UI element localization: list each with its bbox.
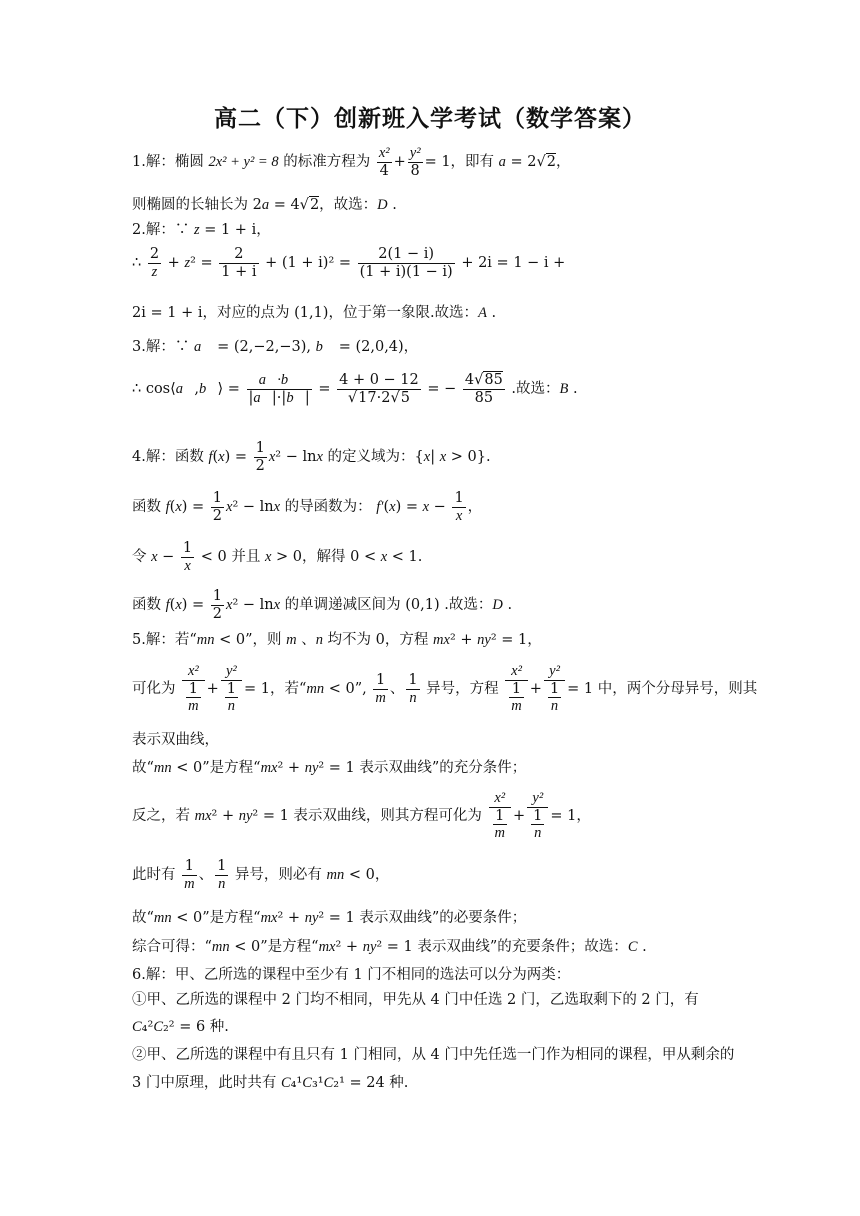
answer-line-16: 反之，若 mx² + ny² = 1 表示双曲线，则其方程可化为 $\frac{\text{x²}}{\frac{1}{m}}$ + $\frac{\text{y²}}{\frac{1}{n}}$ = 1， <box>132 790 591 842</box>
answer-line-10: 令 x − $\frac{1}{x}$ < 0 并且 x > 0，解得 0 < x < 1. <box>132 540 423 574</box>
answer-line-13: 可化为 $\frac{\text{x²}}{\frac{1}{m}}$ + $\frac{\text{y²}}{\frac{1}{n}}$ = 1，若“mn < 0”, $\frac{1}{m}$ 、 $\frac{1}{n}$ 异号，方程 $\frac{\text{x²}}{\frac{1}{m}}$ + $\frac{\text{y²}}{\frac{1}{n}}$ = 1 中，两个分母异号，则其 <box>132 663 758 715</box>
answer-line-22: C₄²C₂² = 6 种. <box>132 1019 229 1035</box>
page-title: 高二（下）创新班入学考试（数学答案） <box>214 106 646 132</box>
answer-line-9: 函数 f(x) = $\frac{1}{2}$ x² − lnx 的导函数为： f′(x) = x − $\frac{1}{x}$ ， <box>132 490 483 524</box>
answer-line-12: 5.解：若“mn < 0”，则 m 、n 均不为 0，方程 mx² + ny² = 1， <box>132 632 542 648</box>
answer-line-11: 函数 f(x) = $\frac{1}{2}$ x² − lnx 的单调递减区间为 (0,1) .故选：D . <box>132 588 513 622</box>
answer-line-21: ①甲、乙所选的课程中 2 门均不相同，甲先从 4 门中任选 2 门，乙选取剩下的 2 门，有 <box>132 992 699 1008</box>
answer-line-18: 故“mn < 0”是方程“mx² + ny² = 1 表示双曲线”的必要条件； <box>132 910 527 926</box>
answer-line-3: 2.解：∵ z = 1 + i， <box>132 222 271 238</box>
answer-line-6: 3.解：∵ a⃗ = (2,−2,−3), b⃗ = (2,0,4)， <box>132 339 419 355</box>
answer-line-14: 表示双曲线， <box>132 732 219 748</box>
answer-line-1: 1.解：椭圆 2x² + y² = 8 的标准方程为 $\frac{\text{x²}}{4}$ + $\frac{\text{y²}}{8}$ = 1，即有 a = 2√2， <box>132 145 571 179</box>
answer-line-15: 故“mn < 0”是方程“mx² + ny² = 1 表示双曲线”的充分条件； <box>132 760 527 776</box>
answer-line-2: 则椭圆的长轴长为 2a = 4√2，故选：D . <box>132 197 397 213</box>
answer-line-17: 此时有 $\frac{1}{m}$ 、 $\frac{1}{n}$ 异号，则必有 mn < 0， <box>132 858 390 892</box>
answer-line-20: 6.解：甲、乙所选的课程中至少有 1 门不相同的选法可以分为两类： <box>132 967 571 983</box>
answer-line-8: 4.解：函数 f(x) = $\frac{1}{2}$ x² − lnx 的定义域为：{x| x > 0}. <box>132 440 491 474</box>
answer-line-5: 2i = 1 + i，对应的点为 (1,1)，位于第一象限.故选：A . <box>132 305 497 321</box>
answer-line-4: ∴ $\frac{2}{z}$ + z² = $\frac{2}{1 + i}$ + (1 + i)² = $\frac{2(1 - i)}{(1 + i)(1 - i)}$ + 2i = 1 − i + <box>132 246 566 280</box>
answer-line-23: ②甲、乙所选的课程中有且只有 1 门相同，从 4 门中先任选一门作为相同的课程，甲从剩余的 <box>132 1047 735 1063</box>
answer-line-7: ∴ cos⟨a⃗,b⃗⟩ = $\frac{a⃗\cdot b⃗}{|a⃗|\cdot|b⃗|}$ = $\frac{4 + 0 - 12}{√17\cdot 2√5}$ = − $\frac{4√85}{85}$ .故选：B . <box>132 372 578 406</box>
answer-line-24: 3 门中原理，此时共有 C₄¹C₃¹C₂¹ = 24 种. <box>132 1075 409 1091</box>
answer-line-19: 综合可得：“mn < 0”是方程“mx² + ny² = 1 表示双曲线”的充要条件；故选：C . <box>132 939 647 955</box>
